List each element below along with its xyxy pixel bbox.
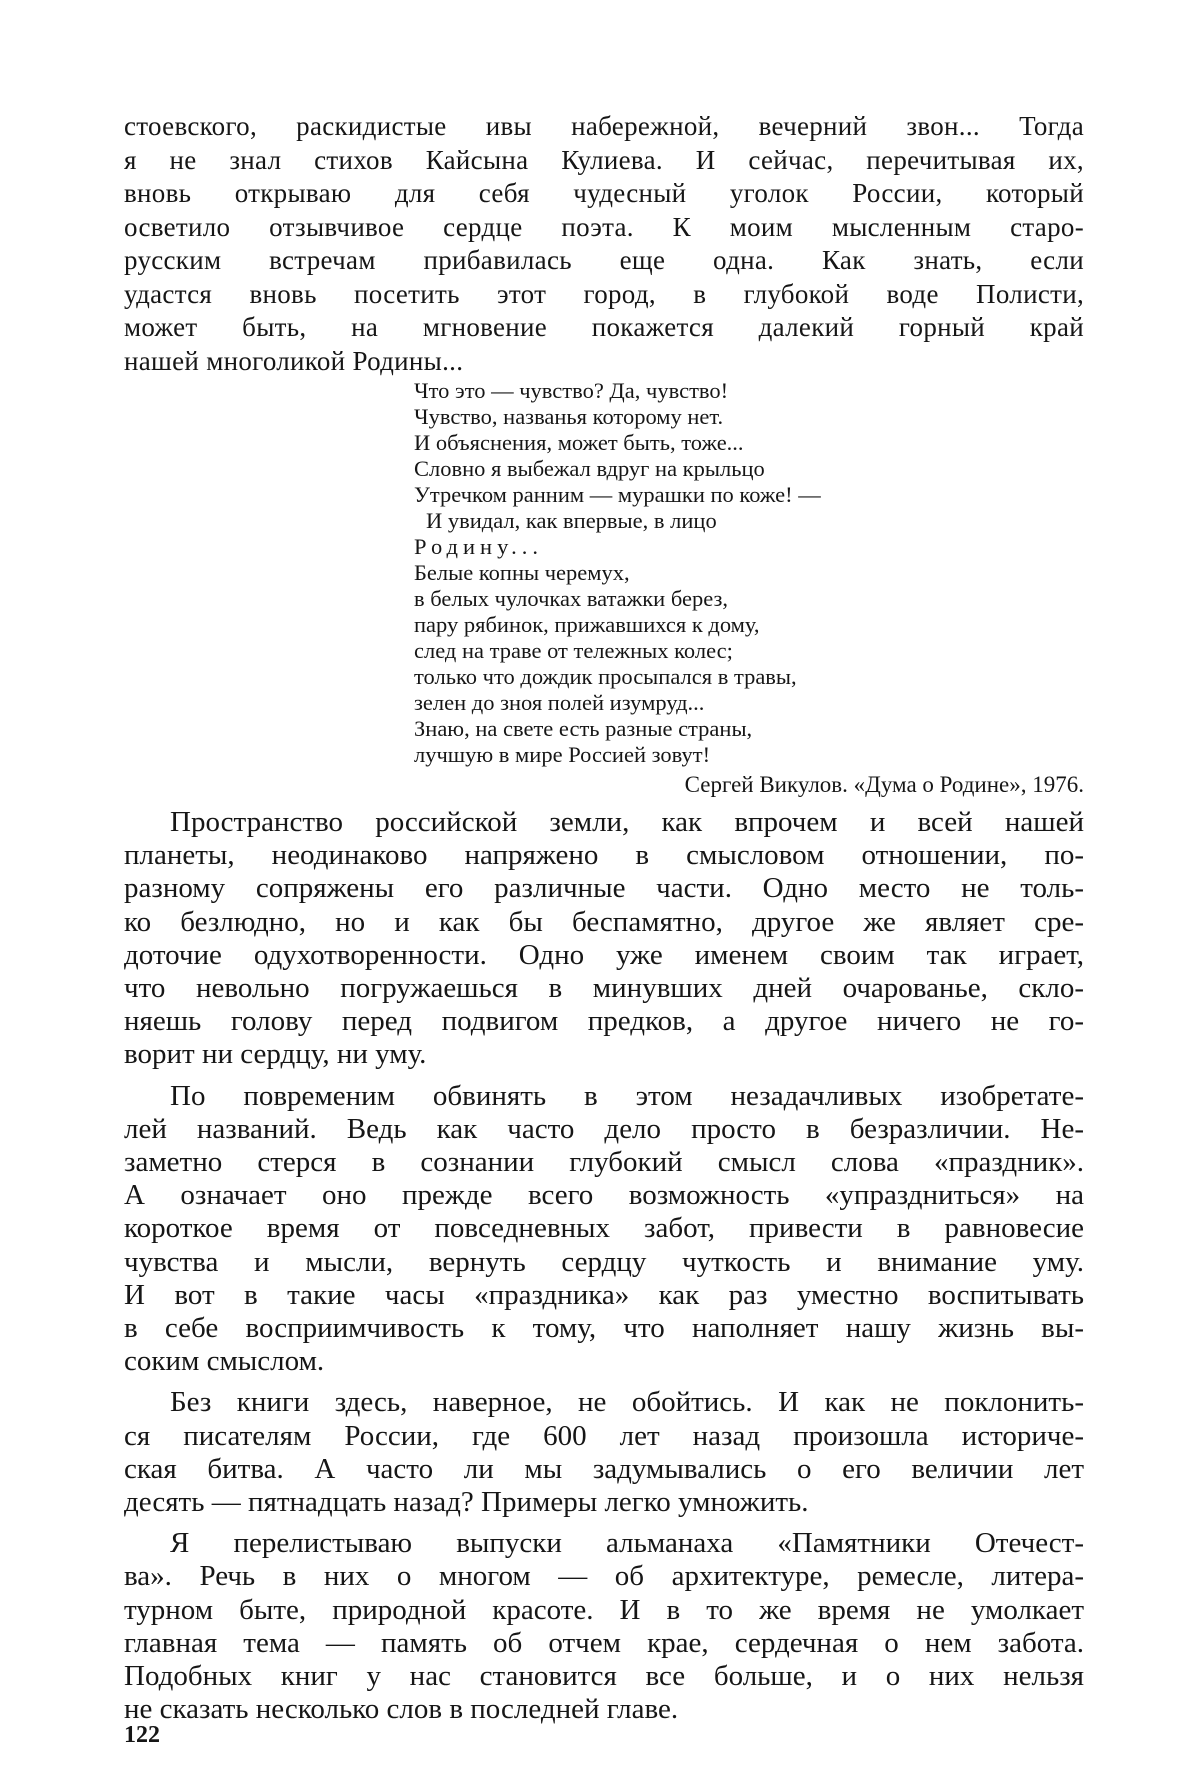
poem-line: Родину...	[414, 534, 543, 559]
text-line: Подобных книг у нас становится все больше, и о них нельзя	[124, 1660, 1084, 1693]
text-line: русским встречам прибавилась еще одна. Как знать, если	[124, 245, 1084, 275]
text-line: короткое время от повседневных забот, привести в равновесие	[124, 1212, 1084, 1245]
poem-line: Чувство, названья которому нет.	[414, 404, 724, 429]
text-line: разному сопряжены его различные части. Одно место не толь-	[124, 872, 1084, 905]
intro-paragraph	[124, 110, 1084, 378]
text-line: десять — пятнадцать назад? Примеры легко умножить.	[124, 1486, 809, 1519]
text-line: в себе восприимчивость к тому, что наполняет нашу жизнь вы-	[124, 1312, 1084, 1345]
poem-line: Белые копны черемух,	[414, 560, 630, 585]
text-line: я не знал стихов Кайсына Кулиева. И сейчас, перечитывая их,	[124, 144, 1084, 175]
paragraph	[124, 1386, 1084, 1519]
text-line: ворит ни сердцу, ни уму.	[124, 1038, 427, 1071]
poem-attribution: Сергей Викулов. «Дума о Родине», 1976.	[684, 772, 1084, 797]
text-line: заметно стерся в сознании глубокий смысл слова «праздник».	[124, 1146, 1084, 1179]
text-line: Без книги здесь, наверное, не обойтись. И как не поклонить-	[170, 1386, 1084, 1419]
text-line: няешь голову перед подвигом предков, а другое ничего не го-	[124, 1005, 1084, 1038]
text-line: ся писателям России, где 600 лет назад произошла историче-	[124, 1419, 1084, 1452]
text-line: стоевского, раскидистые ивы набережной, вечерний звон... Тогда	[124, 111, 1084, 141]
poem-line: Утречком ранним — мурашки по коже! —	[414, 482, 821, 507]
text-line: главная тема — память об отчем крае, сердечная о нем забота.	[124, 1626, 1084, 1659]
text-line: А означает оно прежде всего возможность «упраздниться» на	[124, 1179, 1084, 1212]
poem-line: след на траве от тележных колес;	[414, 638, 733, 663]
text-line: планеты, неодинаково напряжено в смысловом отношении, по-	[124, 839, 1084, 872]
text-line: может быть, на мгновение покажется далекий горный край	[124, 312, 1084, 342]
text-line: осветило отзывчивое сердце поэта. К моим мысленным старо-	[124, 211, 1084, 242]
poem-line: пару рябинок, прижавшихся к дому,	[414, 612, 760, 637]
text-line: ко безлюдно, но и как бы беспамятно, другое же являет сре-	[124, 905, 1084, 938]
paragraph	[124, 1527, 1084, 1726]
text-line: По повременим обвинять в этом незадачливых изобретате-	[170, 1079, 1084, 1112]
text-line: нашей многоликой Родины...	[124, 345, 464, 376]
poem-line: зелен до зноя полей изумруд...	[414, 690, 705, 715]
text-line: вновь открываю для себя чудесный уголок России, который	[124, 178, 1084, 208]
poem-line: Знаю, на свете есть разные страны,	[414, 716, 753, 741]
text-line: ская битва. А часто ли мы задумывались о его величии лет	[124, 1452, 1084, 1485]
poem-line: И объяснения, может быть, тоже...	[414, 430, 744, 455]
text-line: ва». Речь в них о многом — об архитектуре, ремесле, литера-	[124, 1560, 1084, 1593]
text-line: Пространство российской земли, как впрочем и всей нашей	[170, 806, 1084, 838]
text-line: соким смыслом.	[124, 1345, 325, 1378]
poem-line: в белых чулочках ватажки берез,	[414, 586, 728, 611]
poem-quote	[414, 378, 954, 768]
text-line: удастся вновь посетить этот город, в глубокой воде Полисти,	[124, 278, 1084, 309]
paragraph	[124, 1080, 1084, 1379]
text-line: турном быте, природной красоте. И в то же время не умолкает	[124, 1593, 1084, 1626]
page-number: 122	[124, 1722, 160, 1748]
text-line: доточие одухотворенности. Одно уже именем своим так играет,	[124, 938, 1084, 971]
text-line: что невольно погружаешься в минувших дней очарованье, скло-	[124, 972, 1084, 1005]
text-line: Я перелистываю выпуски альманаха «Памятники Отечест-	[170, 1527, 1084, 1560]
poem-line: Что это — чувство? Да, чувство!	[414, 378, 729, 403]
poem-line: Словно я выбежал вдруг на крыльцо	[414, 456, 765, 481]
main-text	[124, 806, 1084, 1734]
paragraph	[124, 806, 1084, 1072]
poem-line: лучшую в мире Россией зовут!	[414, 742, 711, 767]
text-line: лей названий. Ведь как часто дело просто в безразличии. Не-	[124, 1112, 1084, 1145]
poem-line: И увидал, как впервые, в лицо	[426, 508, 717, 533]
poem-line: только что дождик просыпался в травы,	[414, 664, 797, 689]
text-line: не сказать несколько слов в последней главе.	[124, 1693, 679, 1726]
text-line: И вот в такие часы «праздника» как раз уместно воспитывать	[124, 1278, 1084, 1311]
text-line: чувства и мысли, вернуть сердцу чуткость и внимание уму.	[124, 1245, 1084, 1278]
